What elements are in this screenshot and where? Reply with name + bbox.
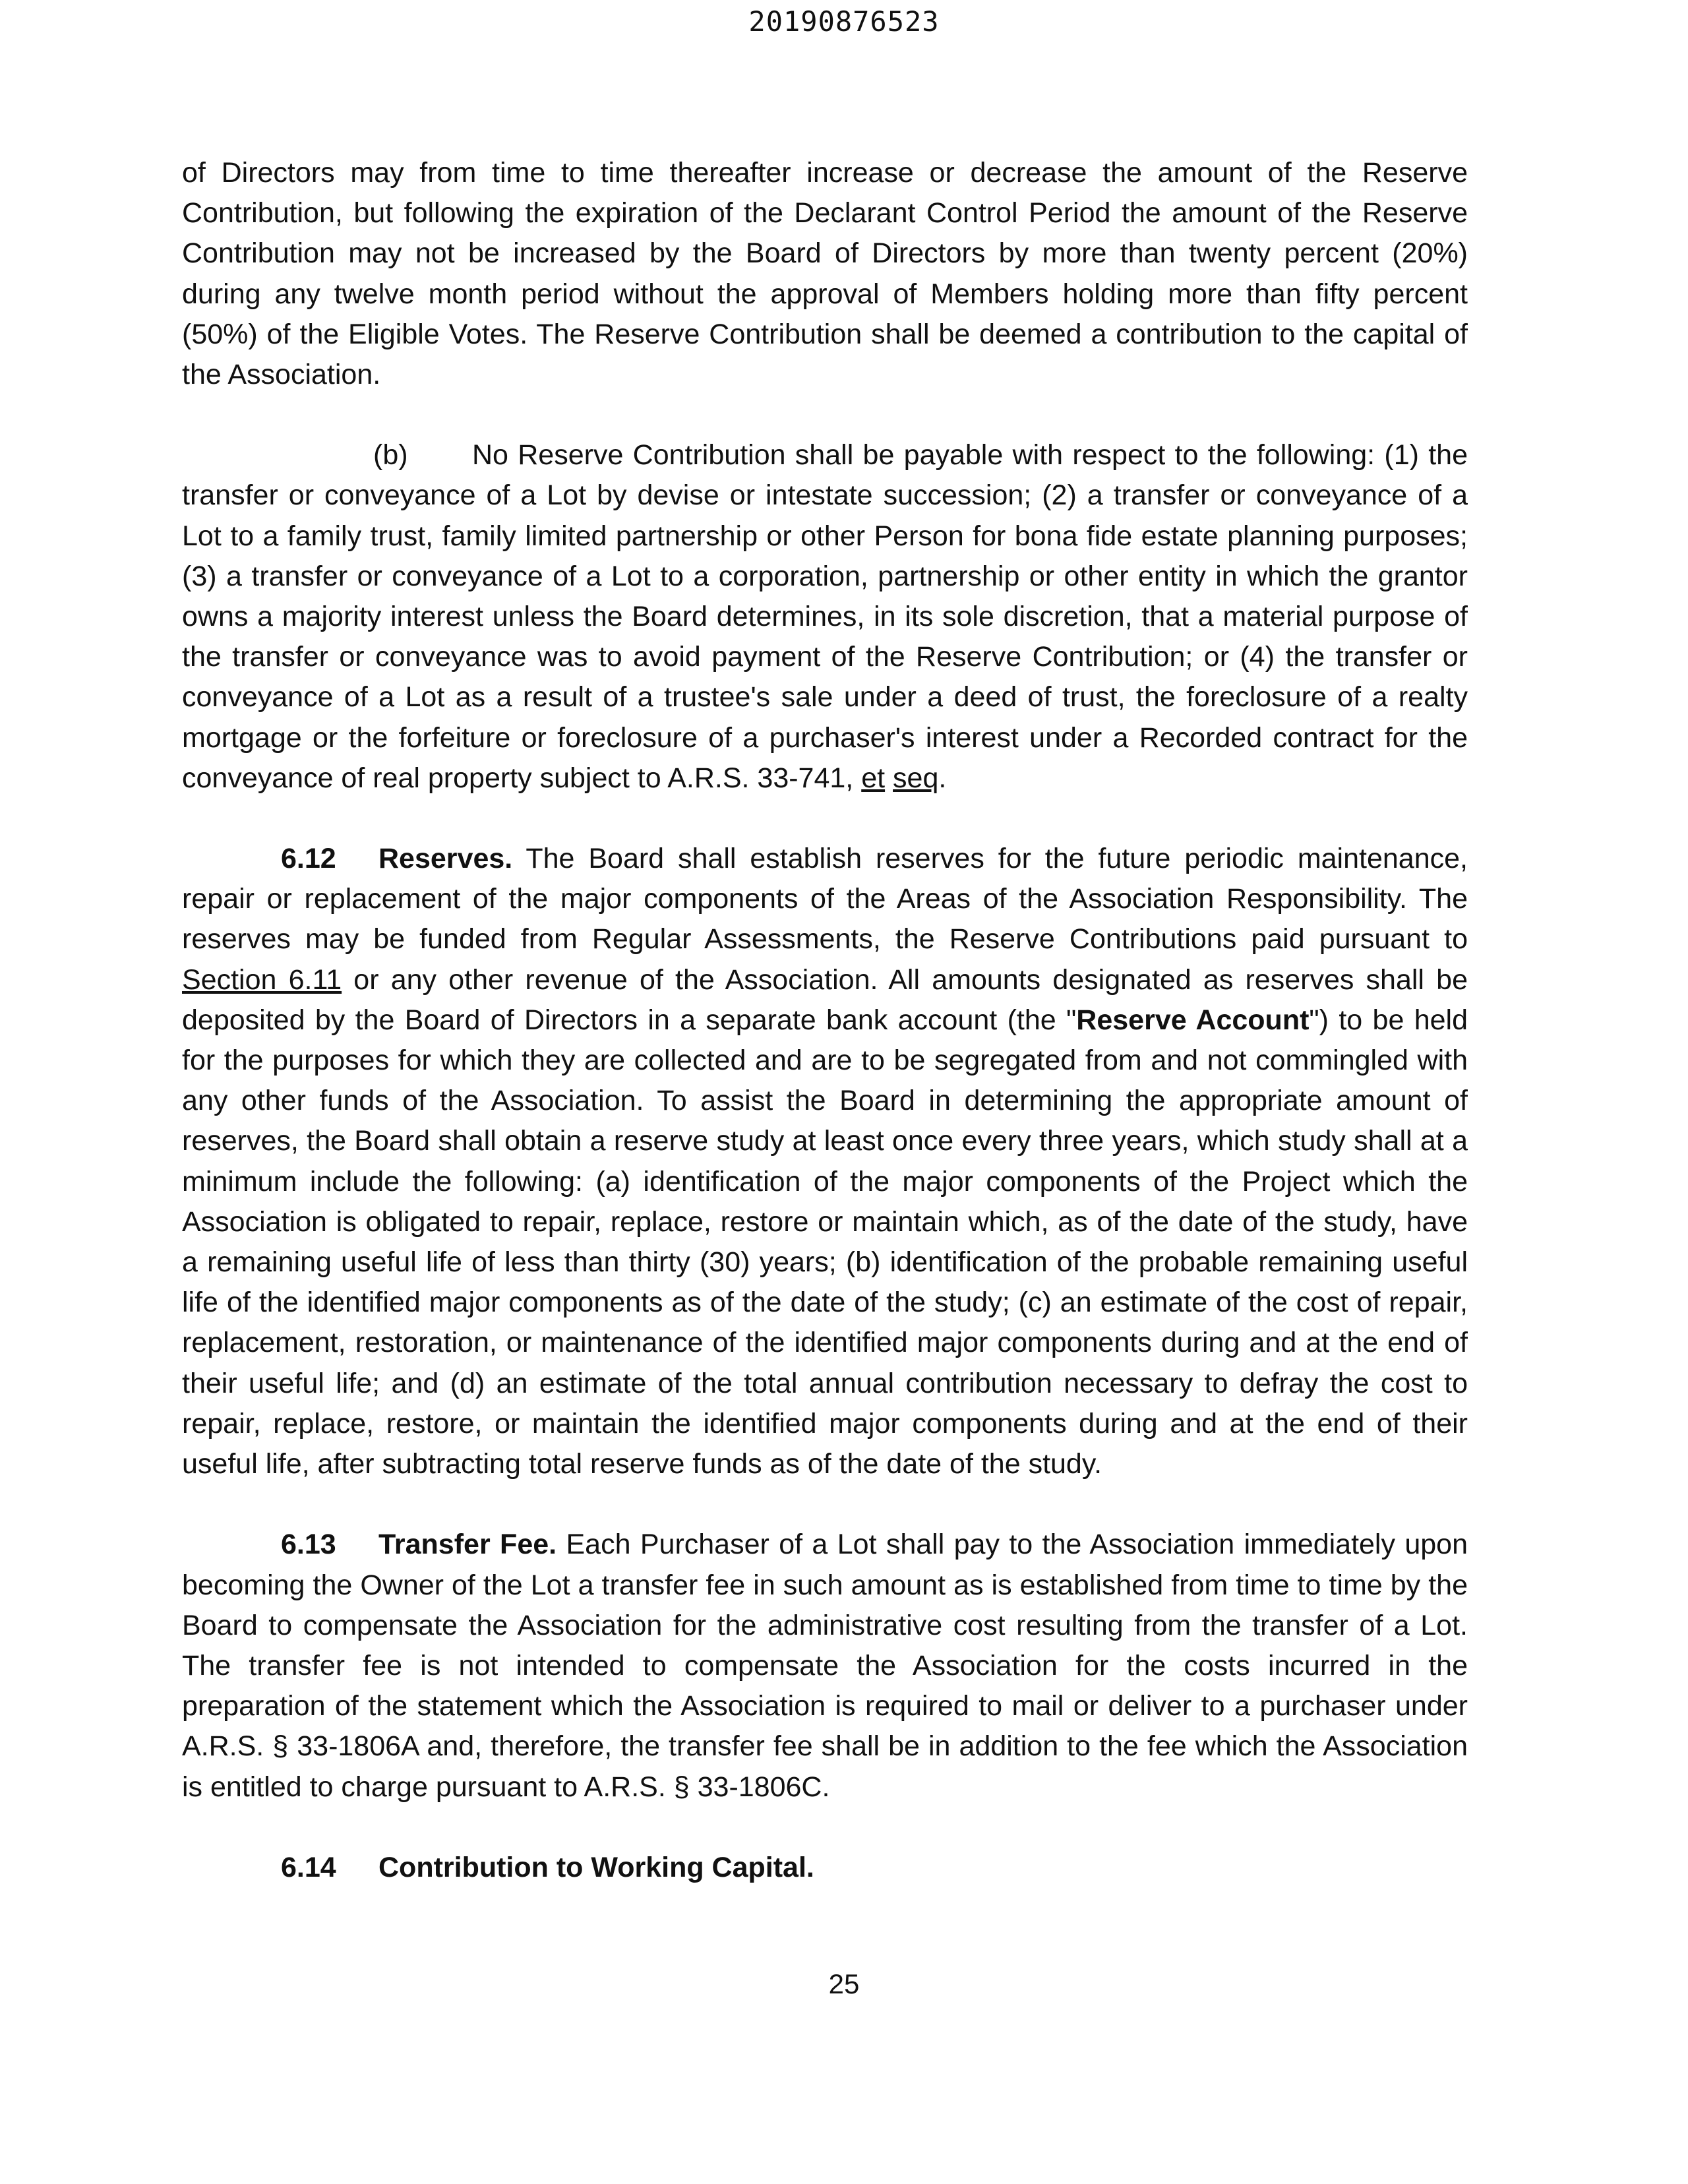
defined-term: Reserve Account [1076,1004,1310,1036]
et-text: et [861,762,886,794]
section-title: Transfer Fee. [378,1529,557,1561]
document-body [182,153,1468,1888]
paragraph-subsection-b [182,435,1468,799]
period-text: . [938,762,947,794]
section-reference-link[interactable]: Section 6.11 [182,963,342,996]
section-title: Reserves. [378,843,513,875]
paragraph-text-c: ") to be held for the purposes for which they are collected and are to be segregated from and not commingled with any other funds of the Association. To assist the Board in determining the appropriate amount of reserves, the Board shall obtain a reserve study at least once every three years, which study shall at a minimum include the following: (a) identification of the major components of the Project which the Association is obligated to repair, replace, restore or maintain which, as of the date of the study, have a remaining useful life of less than thirty (30) years; (b) identification of the probable remaining useful life of the identified major components as of the date of the study; (c) an estimate of the cost of repair, replacement, restoration, or maintenance of the identified major components during and at the end of their useful life; and (d) an estimate of the total annual contribution necessary to defray the cost to repair, replace, restore, or maintain the identified major components during and at the end of their useful life, after subtracting total reserve funds as of the date of the study. [182,1004,1468,1480]
section-number: 6.14 [281,1851,336,1883]
section-number: 6.12 [281,843,336,875]
subsection-label: (b) [373,439,408,471]
section-6-13-transfer-fee [182,1525,1468,1807]
section-number: 6.13 [281,1529,336,1561]
paragraph-text-b: or any other revenue of the Association. All amounts designated as reserves shall be deposited by the Board of Directors in a separate bank account (the " [182,963,1468,1036]
seq-text: seq [893,762,939,794]
paragraph-text: Each Purchaser of a Lot shall pay to the Association immediately upon becoming the Owner of the Lot a transfer fee in such amount as is established from time to time by the Board to compensate the Association for the administrative cost resulting from the transfer of a Lot. The transfer fee is not intended to compensate the Association for the costs incurred in the preparation of the statement which the Association is required to mail or deliver to a purchaser under A.R.S. § 33-1806A and, therefore, the transfer fee shall be in addition to the fee which the Association is entitled to charge pursuant to A.R.S. § 33-1806C. [182,1529,1468,1803]
page-number: 25 [828,1968,860,1999]
section-6-14-working-capital [182,1848,1468,1888]
paragraph-reserve-contribution-continued [182,153,1468,395]
paragraph-text-a: The Board shall establish reserves for the future periodic maintenance, repair or replacement of the major components of the Areas of the Association Responsibility. The reserves may be funded from Regular Assessments, the Reserve Contributions paid pursuant to [182,843,1468,956]
section-6-12-reserves [182,839,1468,1484]
paragraph-text: of Directors may from time to time thereafter increase or decrease the amount of the Reserve Contribution, but following the expiration of the Declarant Control Period the amount of the Reserve Contribution may not be increased by the Board of Directors by more than twenty percent (20%) during any twelve month period without the approval of Members holding more than fifty percent (50%) of the Eligible Votes. The Reserve Contribution shall be deemed a contribution to the capital of the Association. [182,157,1468,391]
document-number: 20190876523 [748,5,940,38]
section-title: Contribution to Working Capital. [378,1851,814,1883]
paragraph-text: No Reserve Contribution shall be payable with respect to the following: (1) the transfer or conveyance of a Lot by devise or intestate succession; (2) a transfer or conveyance of a Lot to a family trust, family limited partnership or other Person for bona fide estate planning purposes; (3) a transfer or conveyance of a Lot to a corporation, partnership or other entity in which the grantor owns a majority interest unless the Board determines, in its sole discretion, that a material purpose of the transfer or conveyance was to avoid payment of the Reserve Contribution; or (4) the transfer or conveyance of a Lot as a result of a trustee's sale under a deed of trust, the foreclosure of a realty mortgage or the forfeiture or foreclosure of a purchaser's interest under a Recorded contract for the conveyance of real property subject to A.R.S. 33-741, [182,439,1468,794]
